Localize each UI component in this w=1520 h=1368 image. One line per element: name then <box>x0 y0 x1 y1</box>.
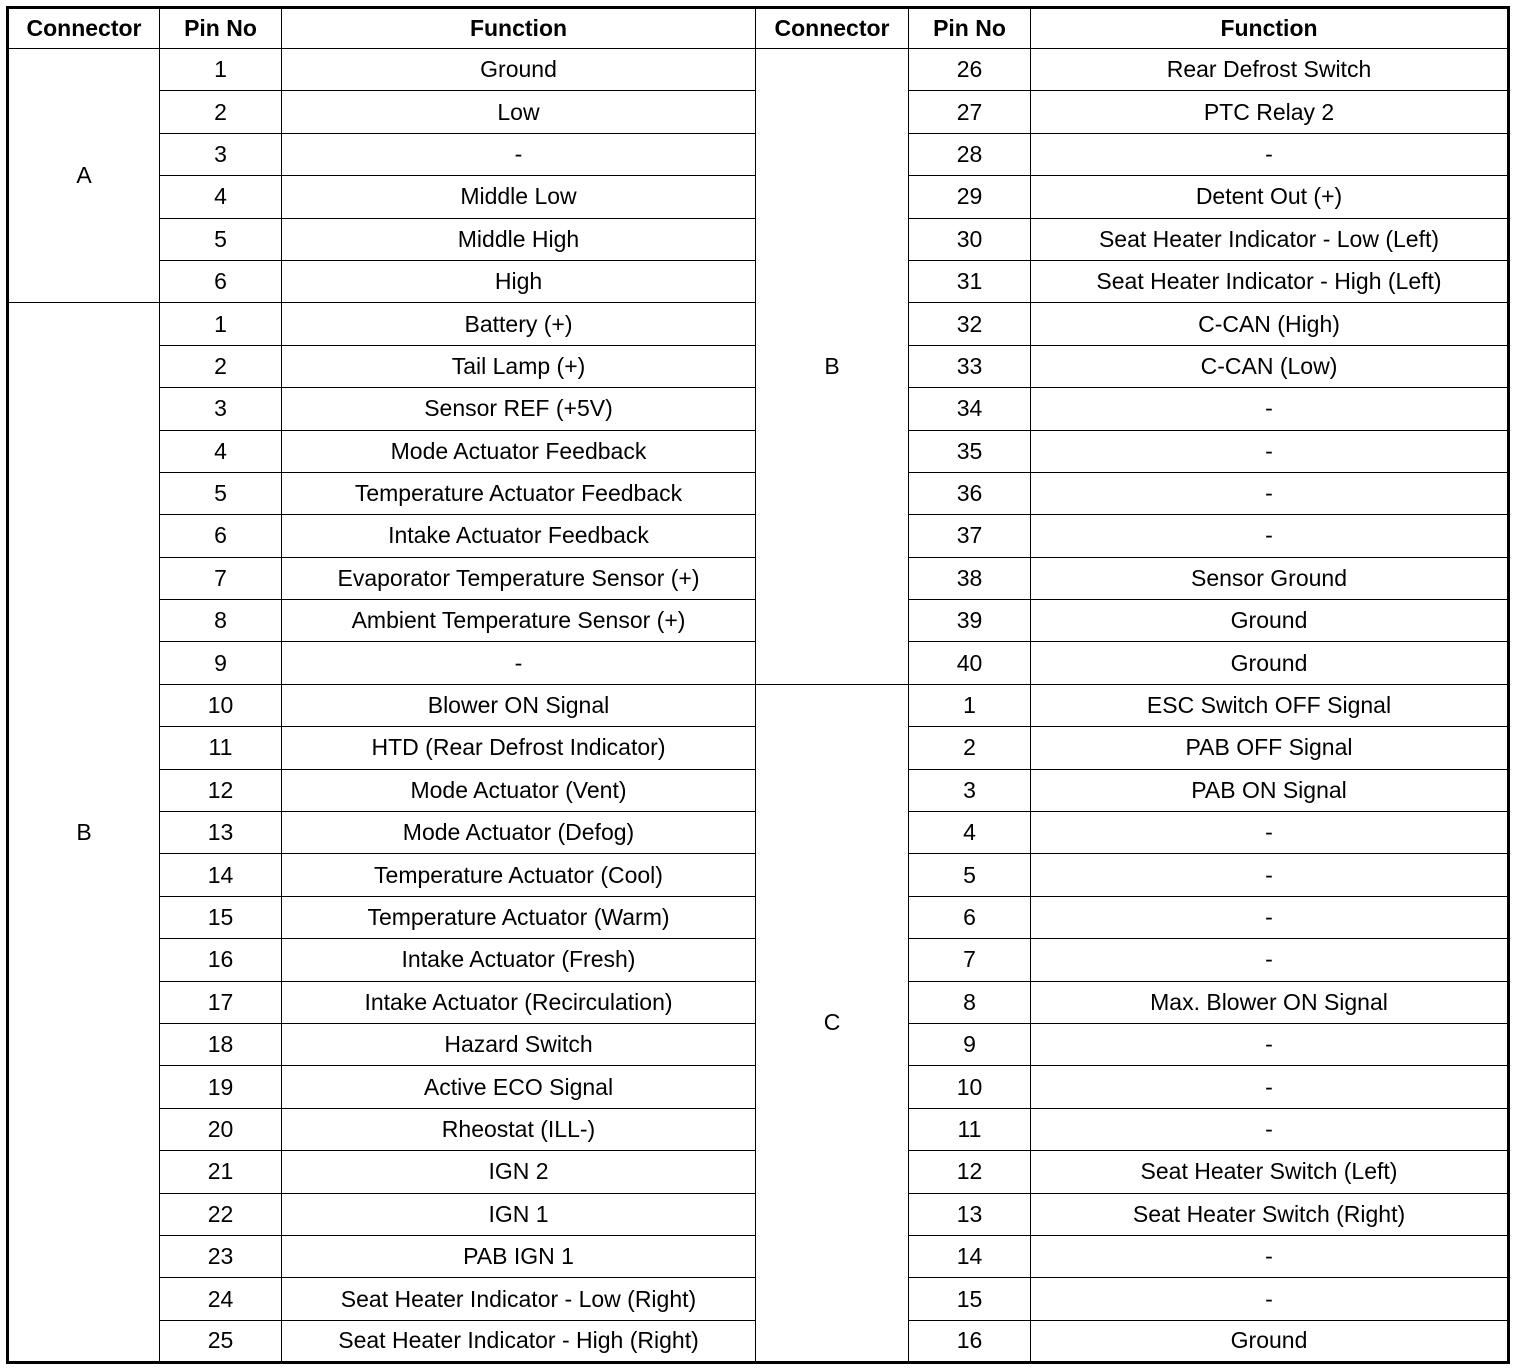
function-cell-left: Ground <box>282 49 756 91</box>
pin-cell-right: 6 <box>909 896 1031 938</box>
function-cell-right: - <box>1031 854 1509 896</box>
pin-cell-right: 13 <box>909 1193 1031 1235</box>
connector-cell-right: C <box>756 684 909 1362</box>
function-cell-left: Temperature Actuator (Warm) <box>282 896 756 938</box>
pin-cell-right: 35 <box>909 430 1031 472</box>
function-cell-left: Seat Heater Indicator - Low (Right) <box>282 1278 756 1320</box>
pin-cell-right: 34 <box>909 388 1031 430</box>
table-body <box>8 49 1509 1363</box>
connector-pin-table <box>6 6 1510 1364</box>
header-pin-no-left: Pin No <box>160 8 282 49</box>
pin-cell-right: 31 <box>909 260 1031 302</box>
function-cell-right: PAB OFF Signal <box>1031 727 1509 769</box>
function-cell-left: Temperature Actuator Feedback <box>282 472 756 514</box>
pin-cell-left: 24 <box>160 1278 282 1320</box>
function-cell-right: - <box>1031 1023 1509 1065</box>
pin-cell-left: 4 <box>160 176 282 218</box>
pin-cell-left: 15 <box>160 896 282 938</box>
pin-cell-right: 40 <box>909 642 1031 684</box>
pin-cell-right: 8 <box>909 981 1031 1023</box>
pin-cell-right: 10 <box>909 1066 1031 1108</box>
function-cell-right: Detent Out (+) <box>1031 176 1509 218</box>
pin-cell-left: 23 <box>160 1235 282 1277</box>
pin-cell-right: 38 <box>909 557 1031 599</box>
function-cell-right: ESC Switch OFF Signal <box>1031 684 1509 726</box>
pin-cell-left: 8 <box>160 600 282 642</box>
function-cell-right: - <box>1031 1278 1509 1320</box>
pin-cell-right: 9 <box>909 1023 1031 1065</box>
function-cell-right: - <box>1031 515 1509 557</box>
function-cell-left: Intake Actuator (Recirculation) <box>282 981 756 1023</box>
function-cell-left: Hazard Switch <box>282 1023 756 1065</box>
connector-cell-left: B <box>8 303 160 1363</box>
function-cell-left: Active ECO Signal <box>282 1066 756 1108</box>
pin-cell-left: 22 <box>160 1193 282 1235</box>
pin-cell-left: 2 <box>160 345 282 387</box>
function-cell-left: Tail Lamp (+) <box>282 345 756 387</box>
pin-cell-right: 32 <box>909 303 1031 345</box>
header-row <box>8 8 1509 49</box>
pin-cell-left: 5 <box>160 218 282 260</box>
function-cell-right: Ground <box>1031 642 1509 684</box>
function-cell-left: Middle High <box>282 218 756 260</box>
function-cell-left: Mode Actuator (Vent) <box>282 769 756 811</box>
function-cell-left: Evaporator Temperature Sensor (+) <box>282 557 756 599</box>
pin-cell-right: 2 <box>909 727 1031 769</box>
pin-cell-left: 6 <box>160 515 282 557</box>
table-row <box>8 684 1509 726</box>
function-cell-left: Battery (+) <box>282 303 756 345</box>
pin-cell-right: 39 <box>909 600 1031 642</box>
function-cell-left: Low <box>282 91 756 133</box>
pin-cell-left: 3 <box>160 388 282 430</box>
function-cell-right: - <box>1031 812 1509 854</box>
function-cell-right: - <box>1031 430 1509 472</box>
pin-cell-right: 29 <box>909 176 1031 218</box>
function-cell-right: Rear Defrost Switch <box>1031 49 1509 91</box>
pin-cell-left: 12 <box>160 769 282 811</box>
function-cell-left: High <box>282 260 756 302</box>
pin-cell-left: 9 <box>160 642 282 684</box>
header-connector-right: Connector <box>756 8 909 49</box>
pin-cell-left: 1 <box>160 49 282 91</box>
pin-cell-left: 13 <box>160 812 282 854</box>
function-cell-left: HTD (Rear Defrost Indicator) <box>282 727 756 769</box>
pin-cell-left: 1 <box>160 303 282 345</box>
pin-cell-left: 11 <box>160 727 282 769</box>
pin-cell-right: 5 <box>909 854 1031 896</box>
function-cell-right: - <box>1031 388 1509 430</box>
function-cell-right: C-CAN (Low) <box>1031 345 1509 387</box>
function-cell-right: PTC Relay 2 <box>1031 91 1509 133</box>
function-cell-right: - <box>1031 1235 1509 1277</box>
table-row <box>8 49 1509 91</box>
pin-cell-left: 20 <box>160 1108 282 1150</box>
function-cell-right: - <box>1031 939 1509 981</box>
pin-cell-right: 3 <box>909 769 1031 811</box>
pin-cell-right: 28 <box>909 133 1031 175</box>
pin-cell-left: 19 <box>160 1066 282 1108</box>
function-cell-left: Temperature Actuator (Cool) <box>282 854 756 896</box>
pin-cell-right: 15 <box>909 1278 1031 1320</box>
function-cell-left: - <box>282 642 756 684</box>
function-cell-right: Ground <box>1031 600 1509 642</box>
pin-cell-left: 6 <box>160 260 282 302</box>
pin-cell-left: 4 <box>160 430 282 472</box>
pin-cell-right: 4 <box>909 812 1031 854</box>
function-cell-left: Blower ON Signal <box>282 684 756 726</box>
pin-cell-left: 3 <box>160 133 282 175</box>
pin-cell-right: 1 <box>909 684 1031 726</box>
function-cell-left: IGN 2 <box>282 1151 756 1193</box>
pin-cell-left: 5 <box>160 472 282 514</box>
function-cell-left: IGN 1 <box>282 1193 756 1235</box>
pin-cell-right: 37 <box>909 515 1031 557</box>
pin-cell-left: 16 <box>160 939 282 981</box>
function-cell-left: PAB IGN 1 <box>282 1235 756 1277</box>
header-pin-no-right: Pin No <box>909 8 1031 49</box>
function-cell-left: Middle Low <box>282 176 756 218</box>
header-function-right: Function <box>1031 8 1509 49</box>
function-cell-left: Rheostat (ILL-) <box>282 1108 756 1150</box>
pin-cell-left: 21 <box>160 1151 282 1193</box>
pin-cell-right: 11 <box>909 1108 1031 1150</box>
function-cell-right: PAB ON Signal <box>1031 769 1509 811</box>
header-connector-left: Connector <box>8 8 160 49</box>
pin-cell-right: 26 <box>909 49 1031 91</box>
pin-cell-right: 12 <box>909 1151 1031 1193</box>
function-cell-left: Intake Actuator Feedback <box>282 515 756 557</box>
function-cell-right: - <box>1031 472 1509 514</box>
function-cell-right: Max. Blower ON Signal <box>1031 981 1509 1023</box>
pin-cell-right: 14 <box>909 1235 1031 1277</box>
function-cell-right: Seat Heater Switch (Left) <box>1031 1151 1509 1193</box>
pin-cell-right: 7 <box>909 939 1031 981</box>
function-cell-left: Mode Actuator Feedback <box>282 430 756 472</box>
pin-cell-left: 17 <box>160 981 282 1023</box>
function-cell-right: - <box>1031 1066 1509 1108</box>
function-cell-right: - <box>1031 1108 1509 1150</box>
function-cell-right: - <box>1031 133 1509 175</box>
pin-cell-right: 36 <box>909 472 1031 514</box>
function-cell-left: Mode Actuator (Defog) <box>282 812 756 854</box>
function-cell-right: C-CAN (High) <box>1031 303 1509 345</box>
function-cell-right: Seat Heater Indicator - High (Left) <box>1031 260 1509 302</box>
connector-cell-left: A <box>8 49 160 303</box>
function-cell-right: Sensor Ground <box>1031 557 1509 599</box>
function-cell-left: Intake Actuator (Fresh) <box>282 939 756 981</box>
pin-cell-left: 14 <box>160 854 282 896</box>
pin-cell-left: 2 <box>160 91 282 133</box>
pin-cell-left: 25 <box>160 1320 282 1362</box>
pin-cell-right: 16 <box>909 1320 1031 1362</box>
function-cell-left: Seat Heater Indicator - High (Right) <box>282 1320 756 1362</box>
function-cell-left: Ambient Temperature Sensor (+) <box>282 600 756 642</box>
pin-cell-left: 18 <box>160 1023 282 1065</box>
function-cell-right: Seat Heater Indicator - Low (Left) <box>1031 218 1509 260</box>
pin-cell-right: 27 <box>909 91 1031 133</box>
function-cell-right: Ground <box>1031 1320 1509 1362</box>
function-cell-right: Seat Heater Switch (Right) <box>1031 1193 1509 1235</box>
pin-cell-right: 30 <box>909 218 1031 260</box>
function-cell-left: - <box>282 133 756 175</box>
connector-cell-right: B <box>756 49 909 685</box>
pin-cell-right: 33 <box>909 345 1031 387</box>
function-cell-left: Sensor REF (+5V) <box>282 388 756 430</box>
pin-cell-left: 10 <box>160 684 282 726</box>
pin-cell-left: 7 <box>160 557 282 599</box>
header-function-left: Function <box>282 8 756 49</box>
function-cell-right: - <box>1031 896 1509 938</box>
